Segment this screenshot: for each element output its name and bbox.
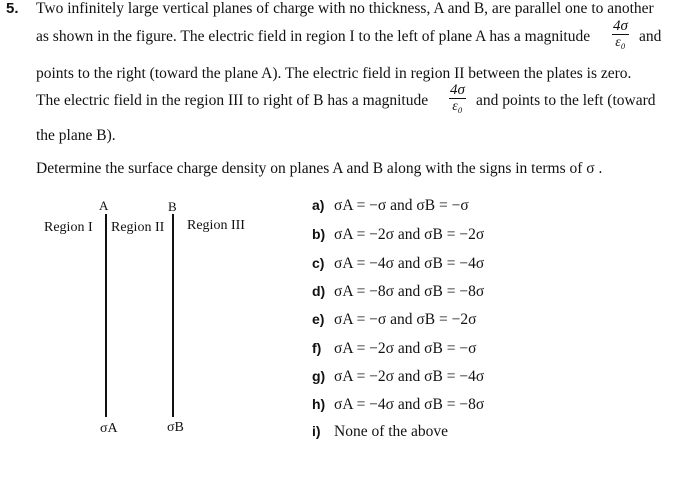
option-d[interactable] <box>312 283 484 301</box>
fraction-denominator: ε₀ <box>615 35 626 50</box>
fraction-4sigma-over-epsilon0-2 <box>449 82 466 115</box>
option-text: σA = −8σ and σB = −8σ <box>334 283 485 300</box>
sigma-a-label: σA <box>100 421 118 436</box>
question-number: 5. <box>6 0 19 17</box>
question-line-2-tail: and <box>639 28 662 45</box>
option-f[interactable] <box>312 340 476 358</box>
option-text: σA = −2σ and σB = −σ <box>334 340 477 357</box>
option-label: e) <box>312 311 325 327</box>
option-label: b) <box>312 226 326 242</box>
fraction-numerator: 4σ <box>450 82 465 98</box>
question-line-2: as shown in the figure. The electric field in region I to the left of plane A has a magnitude <box>36 28 591 45</box>
option-text: σA = −4σ and σB = −4σ <box>334 255 485 272</box>
option-text: None of the above <box>334 423 449 440</box>
fraction-denominator: ε₀ <box>452 99 463 114</box>
sigma-b-label: σB <box>167 420 184 435</box>
plane-a-line <box>105 214 107 417</box>
question-line-1: Two infinitely large vertical planes of charge with no thickness, A and B, are parallel one to another <box>36 0 654 17</box>
region-3-label: Region III <box>187 218 245 233</box>
option-text: σA = −2σ and σB = −2σ <box>334 226 485 243</box>
option-label: c) <box>312 255 325 271</box>
question-line-5: the plane B). <box>36 127 116 144</box>
question-line-4-tail: and points to the left (toward <box>476 92 656 109</box>
plane-b-line <box>172 214 174 417</box>
option-a[interactable] <box>312 197 469 215</box>
option-label: a) <box>312 197 325 213</box>
option-label: f) <box>312 340 322 356</box>
option-g[interactable] <box>312 368 484 386</box>
plane-a-label: A <box>99 198 109 213</box>
option-label: h) <box>312 396 326 412</box>
option-c[interactable] <box>312 255 484 273</box>
option-b[interactable] <box>312 226 484 244</box>
option-i[interactable] <box>312 423 448 441</box>
option-label: i) <box>312 423 321 439</box>
fraction-numerator: 4σ <box>613 18 628 34</box>
option-h[interactable] <box>312 396 484 414</box>
question-line-4: The electric field in the region III to right of B has a magnitude <box>36 92 429 109</box>
option-e[interactable] <box>312 311 476 329</box>
option-label: g) <box>312 368 326 384</box>
fraction-4sigma-over-epsilon0 <box>612 18 629 51</box>
region-1-label: Region I <box>44 220 93 235</box>
option-text: σA = −σ and σB = −σ <box>334 197 469 214</box>
question-line-6: Determine the surface charge density on planes A and B along with the signs in terms of σ . <box>36 160 603 177</box>
plane-b-label: B <box>168 199 177 214</box>
region-2-label: Region II <box>111 220 165 235</box>
option-text: σA = −2σ and σB = −4σ <box>334 368 485 385</box>
question-line-3: points to the right (toward the plane A). The electric field in region II between the plates is zero. <box>36 65 632 82</box>
option-text: σA = −σ and σB = −2σ <box>334 311 477 328</box>
option-label: d) <box>312 283 326 299</box>
option-text: σA = −4σ and σB = −8σ <box>334 396 485 413</box>
